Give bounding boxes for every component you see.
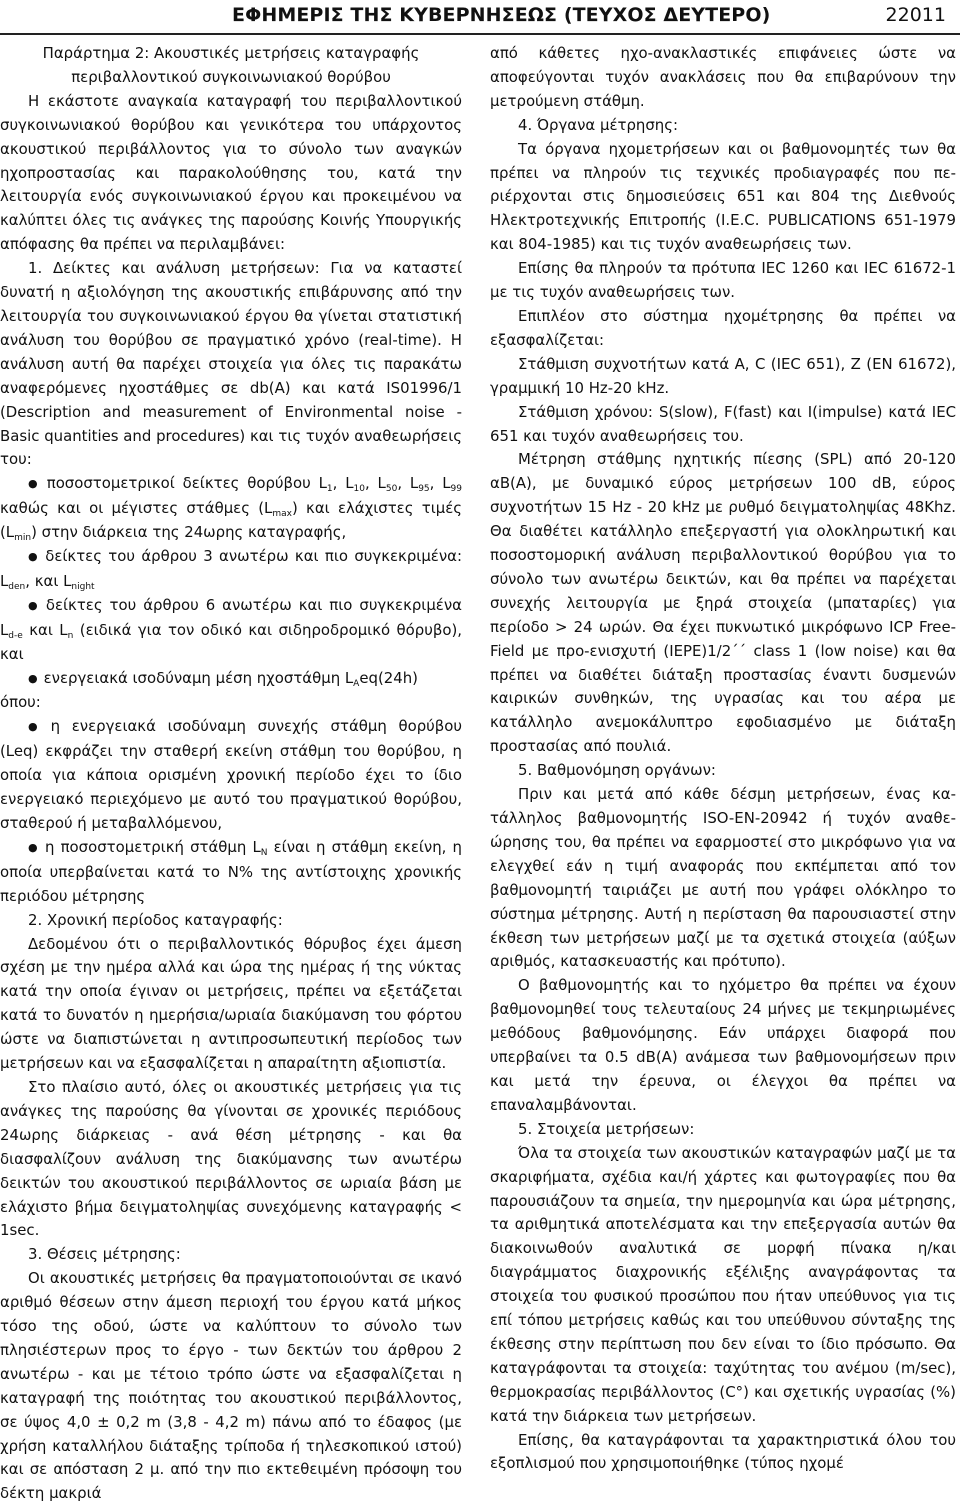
section-4-paragraph-e: Στάθμιση χρόνου: S(slow), F(fast) και I(impulse) κατά IEC 651 και τυχόν αναθεωρήσεις του. <box>490 402 956 445</box>
section-2-paragraph-a: Δεδομένου ότι ο περιβαλλοντικός θόρυβος έχει άμεση σχέση με την ημέρα αλλά και ώρα της ημέρας ή της νύκτας κατά την οποία έγιναν οι μετρήσεις, πρέπει να εξετάζεται κατά το δυνατόν η ημερήσια/ωριαία διακύμανση του φόρτου ώστε να διαπιστώνεται η αντιπροσωπευτική περίοδος των μετρήσεων και να εξασφαλίζεται η απαραίτητη αξιοπιστία. <box>0 934 462 1073</box>
section-3-heading: 3. Θέσεις μέτρησης: <box>28 1245 181 1264</box>
section-5-data-heading: 5. Στοιχεία μετρήσεων: <box>518 1119 695 1138</box>
section-3-paragraph: Οι ακουστικές μετρήσεις θα πραγματοποιούνται σε ικανό αριθμό θέσεων στην άμεση περιοχή του έργου κατά μήκος τόσο της οδού, ώστε να καλύπτουν το σύνολο των πλησιέστερων προς το έργο - των δεκτών του άρθρου 2 ανωτέρω - και με τέτοιο τρόπο ώστε να εξασφαλίζεται η καταγραφή της ποιότητας του ακουστικού περιβάλλοντος, σε ύψος 4,0 ± 0,2 m (3,8 - 4,2 m) πάνω από το έδαφος (με χρήση καταλλήλου διάταξης τρίποδα ή τηλεσκοπικού ιστού) και σε απόσταση 2 μ. από την πιο εκτεθειμένη πρόσοψη του δέκτη μακριά <box>0 1269 462 1503</box>
section-5-calibration-heading: 5. Βαθμονόμηση οργάνων: <box>518 761 716 780</box>
section-5-paragraph-a: Πριν και μετά από κάθε δέσμη μετρήσεων, ένας κατάλληλος βαθμονομητής ISO-EN-20942 ή τυχόν αναθεώρησης του, θα πρέπει να εφαρμοστεί στο μικρόφωνο για να ελεγχθεί εάν η τιμή αναφοράς που εκπέμπεται από τον βαθμονομητή ταιριάζει με αυτή που γράφει ολόκληρο το σύστημα μέτρησης. Αυτή η περίσταση θα παρουσιαστεί στην έκθεση των μετρήσεων μαζί με τα σχετικά στοιχεία (αύξων αριθμός, κατασκευαστής και πρότυπο). <box>490 785 956 971</box>
section-4-paragraph-f: Μέτρηση στάθμης ηχητικής πίεσης (SPL) από 20-120 αB(A), με δυναμικό εύρος μετρήσεων 100 dB, εύρος συχνοτήτων 15 Hz - 20 kHz με ρυθμό δειγματοληψίας 48Khz. Θα διαθέτει κατάλληλο επεξεργαστή για ολοκληρωτική και ποσοστομορική ανάλυση περιβαλλοντικού θορύβου για το σύνολο των ανωτέρω δεικτών, και θα πρέπει να παρέχεται συνεχής λειτουργία με ξηρά στοιχεία (μπαταρίες) για περίοδο > 24 ωρών. Θα έχει πυκνωτικό μικρόφωνο ICP Free-Field με προ-ενισχυτή (IEPE)1/2´´ class 1 (low noise) και θα πρέπει να διαθέτει διάταξη προστασίας έναντι δυσμενών καιρικών συνθηκών, της υγρασίας και του αέρα με κατάλληλο ανεμοκάλυπτρο εφοδιασμένο με διάταξη προστασίας από πουλιά. <box>490 450 956 756</box>
bullet-percentile-definition: ● η ποσοστομετρική στάθμη $L_N$ είναι η στάθμη εκείνη, η οποία υπερβαίνεται κατά το N% της αντίστοιχης χρονικής περιόδου μέτρησης <box>0 836 462 909</box>
section-5-paragraph-c: Όλα τα στοιχεία των ακουστικών καταγραφών μαζί με τα σκαριφήματα, σχέδια και/ή χάρτες και φωτογραφίες που θα παρουσιάζουν τα σημεία, την ημερομηνία και ώρα μέτρησης, τα αριθμητικά αποτελέσματα και την επεξεργασία αυτών θα διακοινωθούν αναλυτικά σε μορφή πίνακα η/και διαγράμματος διαχρονικής εξέλιξης αναγράφοντας τα στοιχεία του φυσικού προσώπου που ήταν υπεύθυνος για τις επί τόπου μετρήσεις καθώς και του υπεύθυνου σύνταξης της έκθεσης στην περίπτωση που δεν είναι το ίδιο πρόσωπο. Θα καταγράφονται τα στοιχεία: ταχύτητας του ανέμου (m/sec), θερμοκρασίας περιβάλλοντος (C°) και σχετικής υγρασίας (%) κατά την διάρκεια των μετρήσεων. <box>490 1143 956 1425</box>
bullet-article-6-indices: ● δείκτες του άρθρου 6 ανωτέρω και πιο συγκεκριμένα $L_{d-e}$ και $L_n$ (ειδικά για τον οδικό και σιδηροδρομικό θόρυβο), και <box>0 594 462 667</box>
section-4-paragraph-c: Επιπλέον στο σύστημα ηχομέτρησης θα πρέπει να εξασφαλίζεται: <box>490 306 956 349</box>
header-rule <box>0 33 960 35</box>
section-5-paragraph-b: Ο βαθμονομητής και το ηχόμετρο θα πρέπει να έχουν βαθμονομηθεί τους τελευταίους 24 μήνες με τεκμηριωμένες μεθόδους βαθμονόμησης. Εάν υπάρχει διαφορά που υπερβαίνει τα 0.5 dB(A) ανάμεσα των βαθμονομήσεων πριν και μετά την έρευνα, οι έλεγχοι θα πρέπει να επαναλαμβάνονται. <box>490 976 956 1114</box>
appendix-title-line-1: Παράρτημα 2: Ακουστικές μετρήσεις καταγραφής <box>42 44 420 62</box>
section-1-paragraph: 1. Δείκτες και ανάλυση μετρήσεων: Για να καταστεί δυνατή η αξιολόγηση της ακουστικής επιβάρυνσης από την λειτουργία του συγκοινωνιακού έργου θα γίνεται στατιστική ανάλυση του θορύβου σε πραγματικό χρόνο (real-time). Η ανάλυση αυτή θα παρέχει στοιχεία για όλες τις παρακάτω αναφερόμενες ηχοστάθμες σε db(A) και κατά IS01996/1 (Description and measurement of Environmental noise - Basic quantities and procedures) και τις τυχόν αναθεωρήσεις του: <box>0 259 462 469</box>
left-column <box>0 42 462 1506</box>
section-4-paragraph-a: Τα όργανα ηχομετρήσεων και οι βαθμονομητές των θα πρέπει να πληρούν τις τεχνικές προδιαγραφές που περιέρχονται στις δημοσιεύσεις 651 και 804 της Διεθνούς Ηλεκτροτεχνικής Επιτροπής (I.E.C. PUBLICATIONS 651-1979 και 804-1985) και τις τυχόν αναθεωρήσεις των. <box>490 139 956 254</box>
gazette-title: ΕΦΗΜΕΡΙΣ ΤΗΣ ΚΥΒΕΡΝΗΣΕΩΣ (ΤΕΥΧΟΣ ΔΕΥΤΕΡΟ) <box>232 4 771 26</box>
right-column <box>490 42 956 1476</box>
section-4-paragraph-b: Επίσης θα πληρούν τα πρότυπα IEC 1260 και IEC 61672-1 με τις τυχόν αναθεωρήσεις των. <box>490 259 956 302</box>
section-4-heading: 4. Όργανα μέτρησης: <box>518 115 678 134</box>
bullet-percentile-indices: ● ποσοστομετρικοί δείκτες θορύβου $L_1$, $L_{10}$, $L_{50}$, $L_{95}$, $L_{99}$ καθώς και οι μέγιστες στάθμες $(L_{max})$ και ελάχιστες τιμές $(L_{min})$ στην διάρκεια της 24ωρης καταγραφής, <box>0 472 462 545</box>
continued-paragraph: από κάθετες ηχο-ανακλαστικές επιφάνειες ώστε να αποφεύγονται τυχόν ανακλάσεις που θα επιβαρύνουν την μετρούμενη στάθμη. <box>490 44 956 110</box>
section-5-paragraph-d: Επίσης, θα καταγράφονται τα χαρακτηριστικά όλου του εξοπλισμού που χρησιμοποιήθηκε (τύπος ηχομέ <box>490 1430 956 1473</box>
bullet-article-3-indices: ● δείκτες του άρθρου 3 ανωτέρω και πιο συγκεκριμένα: $L_{den}$, και $L_{night}$ <box>0 545 462 594</box>
where-label: όπου: <box>0 693 41 712</box>
bullet-leq-definition: ● η ενεργειακά ισοδύναμη συνεχής στάθμη θορύβου (Leq) εκφράζει την σταθερή εκείνη στάθμη του θορύβου, η οποία για κάποια ορισμένη χρονική περίοδο έχει το ίδιο ενεργειακό περιεχόμενο με αυτό του πραγματικού θορύβου, σταθερού ή μεταβαλλόμενου, <box>0 715 462 836</box>
bullet-energy-equivalent: ● ενεργειακά ισοδύναμη μέση ηχοστάθμη $L_Aeq(24h)$ <box>0 667 462 692</box>
section-4-paragraph-d: Στάθμιση συχνοτήτων κατά A, C (IEC 651), Z (EN 61672), γραμμική 10 Hz-20 kHz. <box>490 354 956 397</box>
intro-paragraph: Η εκάστοτε αναγκαία καταγραφή του περιβαλλοντικού συγκοινωνιακού θορύβου και γενικότερα του υπάρχοντος ακουστικού περιβάλλοντος για το σύνολο των αναγκών ηχοπροστασίας και παρακολούθησης του, κατά την λειτουργία ενός συγκοινωνιακού έργου και προκειμένου να καλύπτει όλες τις ανάγκες της παρούσης Κοινής Υπουργικής απόφασης θα πρέπει να περιλαμβάνει: <box>0 91 462 254</box>
page-number: 22011 <box>885 4 946 26</box>
appendix-title-line-2: περιβαλλοντικού συγκοινωνιακού θορύβου <box>71 67 391 86</box>
section-2-heading: 2. Χρονική περίοδος καταγραφής: <box>28 910 283 929</box>
page-header <box>0 0 960 40</box>
section-2-paragraph-b: Στο πλαίσιο αυτό, όλες οι ακουστικές μετρήσεις για τις ανάγκες της παρούσης θα γίνονται σε χρονικές περιόδους 24ωρης διάρκειας - ανά θέση μέτρησης - και θα διασφαλίζουν ανάλυση της διακύμανσης των ανωτέρω δεικτών του ακουστικού περιβάλλοντος σε ωριαία βάση με ελάχιστο βήμα δειγματοληψίας συνεχόμενης καταγραφής < 1sec. <box>0 1077 462 1240</box>
